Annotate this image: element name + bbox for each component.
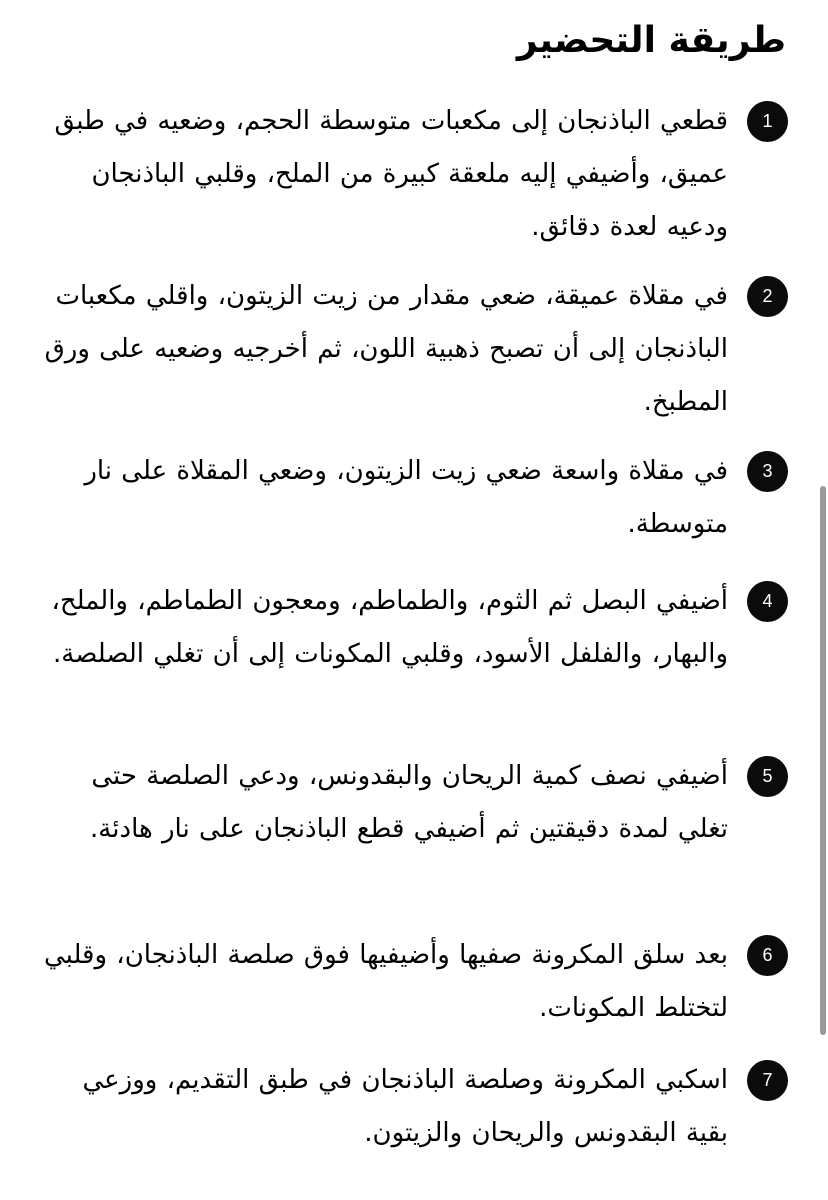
step-text: اسكبي المكرونة وصلصة الباذنجان في طبق التقديم، ووزعي بقية البقدونس والريحان والزيتون. xyxy=(82,1065,728,1148)
step-text: في مقلاة واسعة ضعي زيت الزيتون، وضعي المقلاة على نار متوسطة. xyxy=(84,456,728,539)
step-text: أضيفي البصل ثم الثوم، والطماطم، ومعجون الطماطم، والملح، والبهار، والفلفل الأسود، وقلبي المكونات إلى أن تغلي الصلصة. xyxy=(51,586,728,669)
step-number-badge: 7 xyxy=(747,1060,788,1101)
step-number-badge: 4 xyxy=(747,581,788,622)
page-title: طريقة التحضير xyxy=(516,20,786,61)
step-text: بعد سلق المكرونة صفيها وأضيفيها فوق صلصة الباذنجان، وقلبي لتختلط المكونات. xyxy=(43,940,728,1023)
step-text: قطعي الباذنجان إلى مكعبات متوسطة الحجم، وضعيه في طبق عميق، وأضيفي إليه ملعقة كبيرة من الملح، وقلبي الباذنجان ودعيه لعدة دقائق. xyxy=(54,106,728,242)
scrollbar-thumb[interactable] xyxy=(820,486,826,1035)
step-number-badge: 6 xyxy=(747,935,788,976)
step-number-badge: 3 xyxy=(747,451,788,492)
step-text: في مقلاة عميقة، ضعي مقدار من زيت الزيتون، واقلي مكعبات الباذنجان إلى أن تصبح ذهبية اللون، ثم أخرجيه وضعيه على ورق المطبخ. xyxy=(44,281,728,417)
step-number-badge: 5 xyxy=(747,756,788,797)
step-text: أضيفي نصف كمية الريحان والبقدونس، ودعي الصلصة حتى تغلي لمدة دقيقتين ثم أضيفي قطع الباذنجان على نار هادئة. xyxy=(90,761,728,844)
step-number-badge: 1 xyxy=(747,101,788,142)
step-number-badge: 2 xyxy=(747,276,788,317)
